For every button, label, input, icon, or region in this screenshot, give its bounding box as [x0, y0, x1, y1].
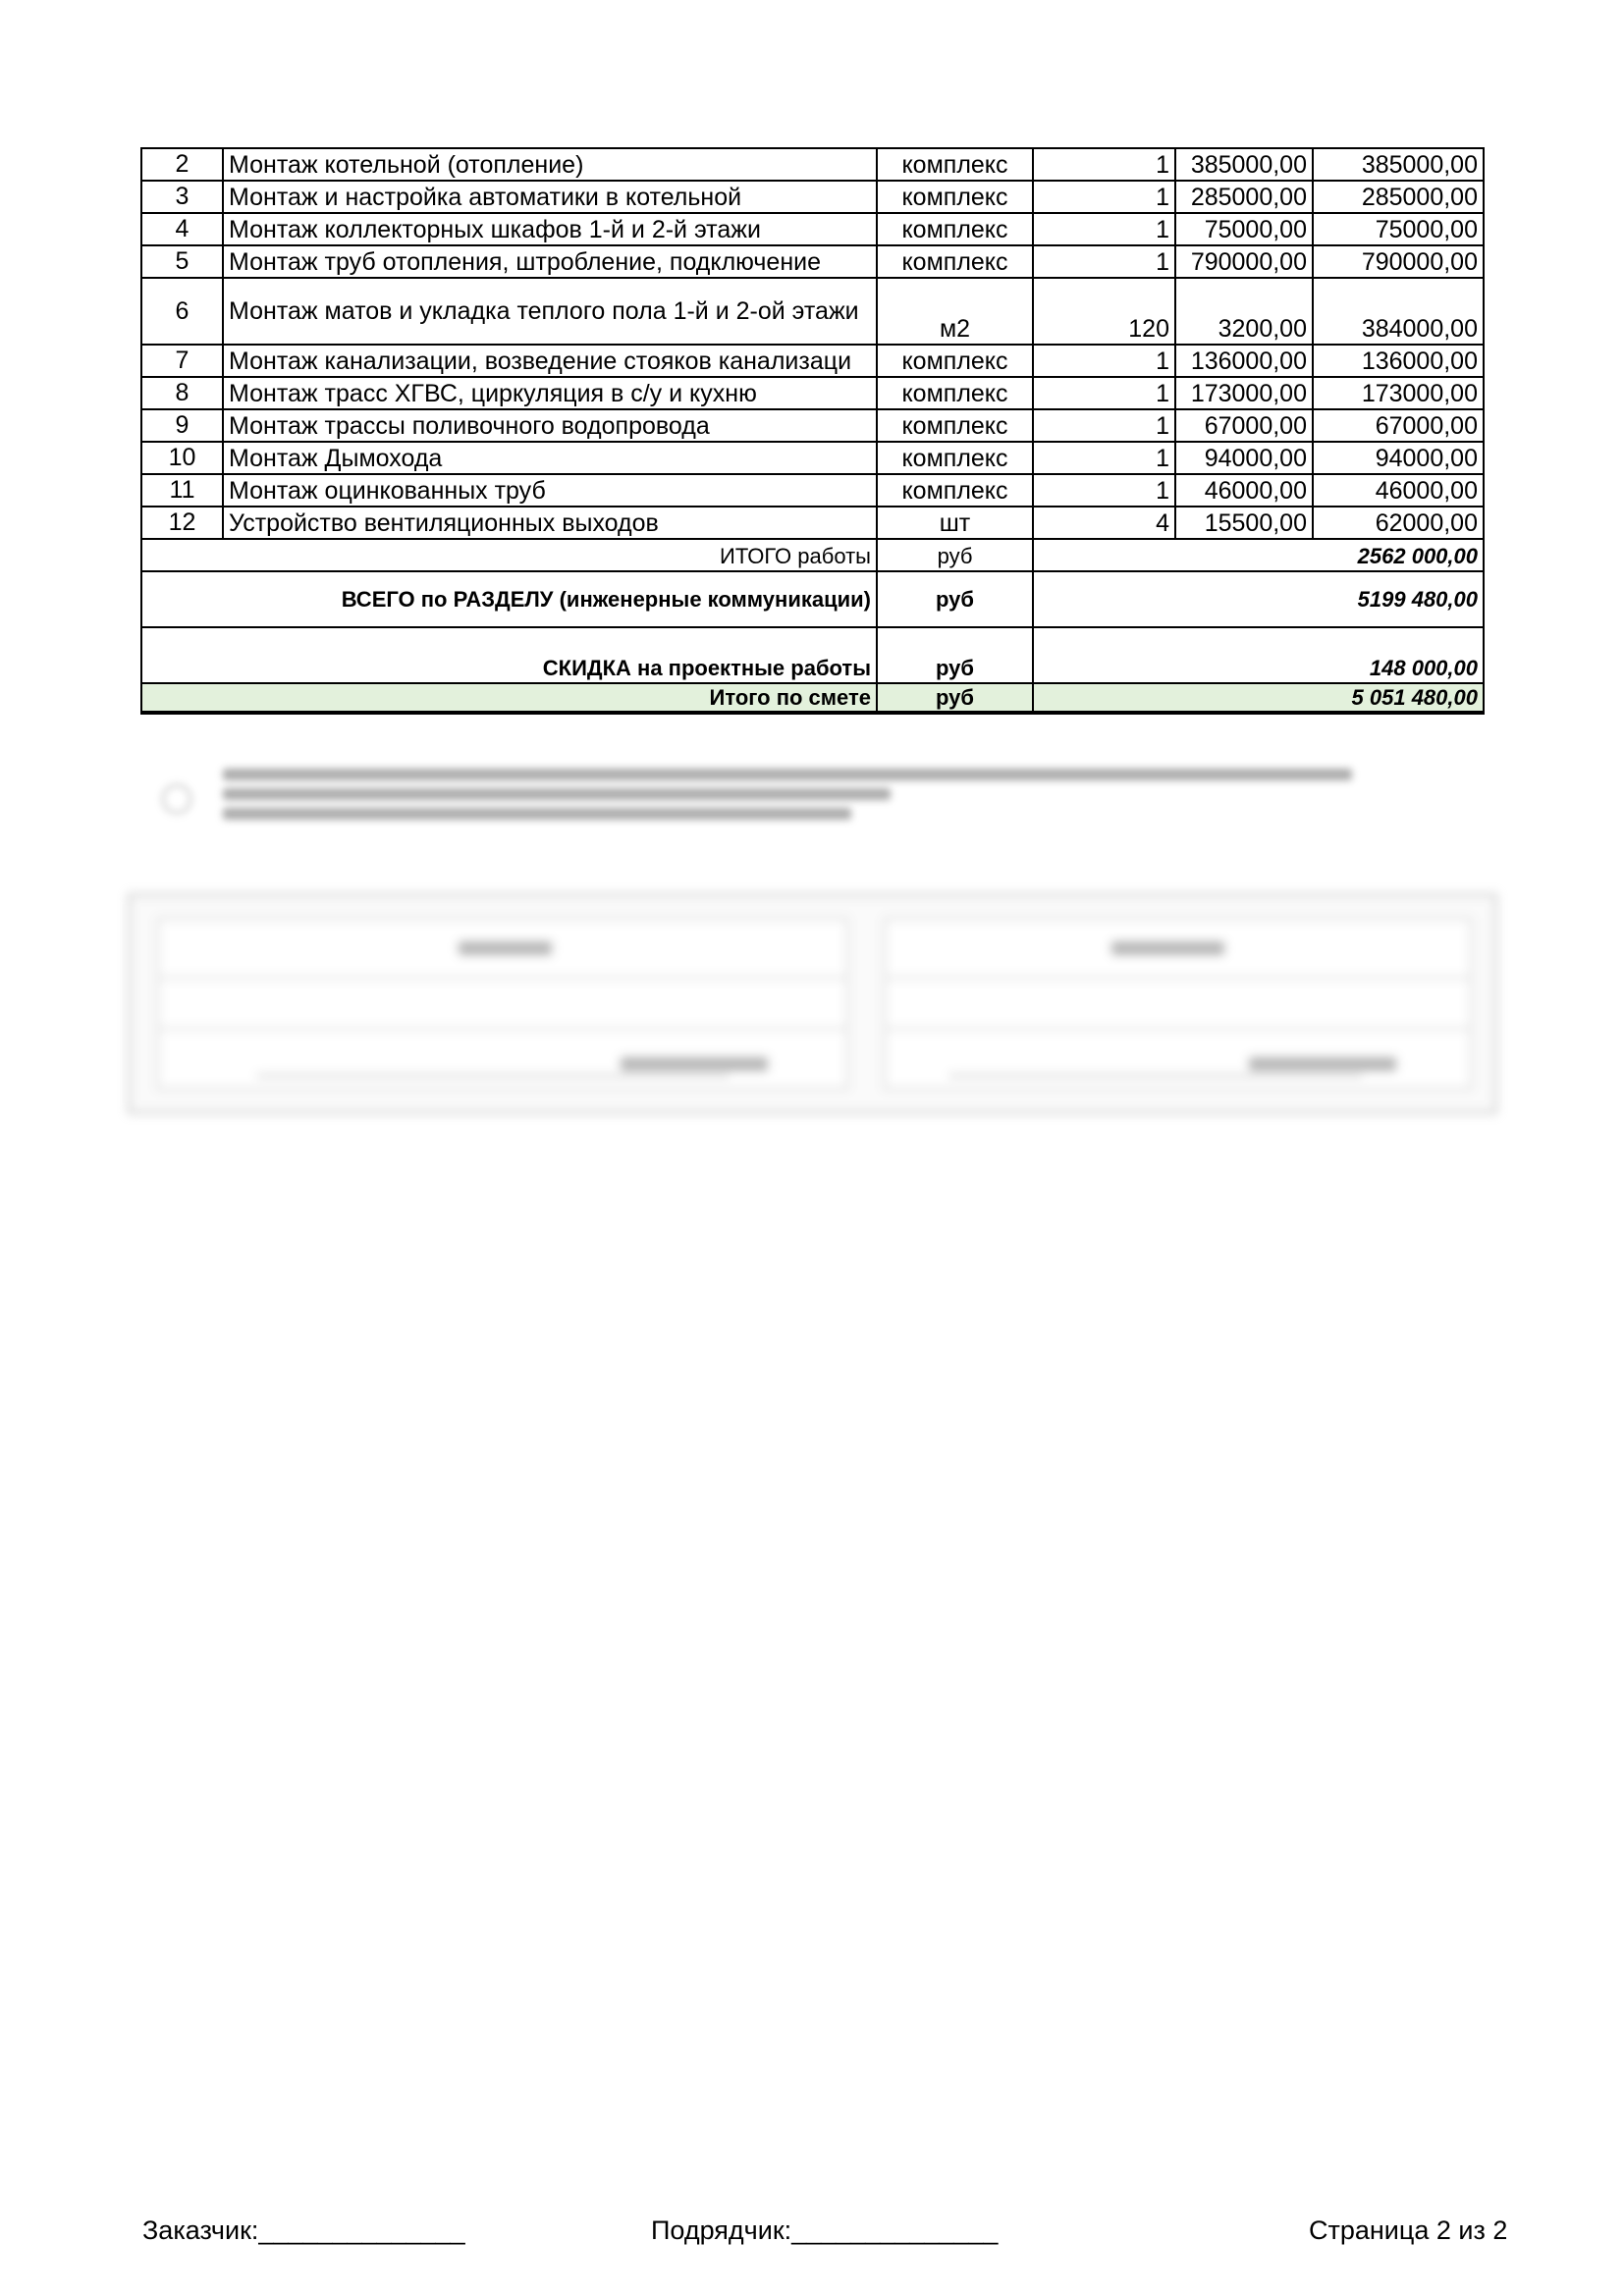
row-price: 15500,00	[1175, 507, 1313, 539]
row-sum: 67000,00	[1313, 409, 1484, 442]
table-row	[141, 245, 1484, 278]
row-sum: 46000,00	[1313, 474, 1484, 507]
row-number: 4	[141, 213, 223, 245]
row-quantity: 1	[1033, 245, 1175, 278]
table-row	[141, 442, 1484, 474]
table-row	[141, 409, 1484, 442]
note-bullet-icon	[162, 784, 191, 814]
divider	[886, 1028, 1470, 1030]
row-name: Монтаж труб отопления, штробление, подключение	[223, 245, 877, 278]
signature-column-customer	[157, 918, 848, 1090]
row-number: 12	[141, 507, 223, 539]
row-name: Монтаж и настройка автоматики в котельной	[223, 181, 877, 213]
table-row	[141, 377, 1484, 409]
redacted-text	[1111, 941, 1224, 955]
footer-customer: Заказчик:______________	[142, 2216, 465, 2245]
row-price: 285000,00	[1175, 181, 1313, 213]
row-price: 136000,00	[1175, 345, 1313, 377]
footer-page-number: Страница 2 из 2	[1309, 2216, 1508, 2245]
redacted-text	[621, 1057, 768, 1071]
row-unit: комплекс	[877, 474, 1033, 507]
redacted-text	[459, 941, 552, 955]
row-number: 10	[141, 442, 223, 474]
redacted-line	[223, 788, 891, 800]
footer-contractor: Подрядчик:______________	[651, 2216, 999, 2245]
row-number: 9	[141, 409, 223, 442]
row-sum: 136000,00	[1313, 345, 1484, 377]
redacted-line	[223, 769, 1352, 780]
row-number: 5	[141, 245, 223, 278]
row-quantity: 1	[1033, 148, 1175, 181]
table-row	[141, 148, 1484, 181]
row-name: Монтаж оцинкованных труб	[223, 474, 877, 507]
redacted-line	[223, 808, 851, 820]
row-quantity: 1	[1033, 474, 1175, 507]
total-works-label: ИТОГО работы	[141, 539, 877, 571]
row-name: Монтаж трасс ХГВС, циркуляция в с/у и кухню	[223, 377, 877, 409]
row-unit: комплекс	[877, 245, 1033, 278]
row-sum: 790000,00	[1313, 245, 1484, 278]
row-price: 75000,00	[1175, 213, 1313, 245]
row-number: 2	[141, 148, 223, 181]
row-unit: м2	[877, 278, 1033, 345]
row-quantity: 1	[1033, 345, 1175, 377]
row-name: Монтаж Дымохода	[223, 442, 877, 474]
row-unit: комплекс	[877, 377, 1033, 409]
total-works-unit: руб	[877, 539, 1033, 571]
row-price: 46000,00	[1175, 474, 1313, 507]
total-section-amount: 5199 480,00	[1033, 571, 1484, 627]
row-number: 11	[141, 474, 223, 507]
row-sum: 385000,00	[1313, 148, 1484, 181]
row-price: 94000,00	[1175, 442, 1313, 474]
row-sum: 94000,00	[1313, 442, 1484, 474]
total-section-label: ВСЕГО по РАЗДЕЛУ (инженерные коммуникации)	[141, 571, 877, 627]
total-works-row	[141, 539, 1484, 571]
row-quantity: 1	[1033, 377, 1175, 409]
row-unit: комплекс	[877, 213, 1033, 245]
grand-total-row	[141, 683, 1484, 713]
row-number: 3	[141, 181, 223, 213]
table-row	[141, 213, 1484, 245]
table-row	[141, 474, 1484, 507]
row-price: 67000,00	[1175, 409, 1313, 442]
blurred-signature-block	[128, 893, 1497, 1114]
row-name: Монтаж котельной (отопление)	[223, 148, 877, 181]
row-price: 385000,00	[1175, 148, 1313, 181]
row-quantity: 1	[1033, 442, 1175, 474]
signature-line	[257, 1075, 729, 1077]
divider	[886, 977, 1470, 979]
grand-total-amount: 5 051 480,00	[1033, 683, 1484, 713]
row-sum: 285000,00	[1313, 181, 1484, 213]
divider	[159, 977, 846, 979]
row-unit: комплекс	[877, 409, 1033, 442]
row-number: 8	[141, 377, 223, 409]
discount-label: СКИДКА на проектные работы	[141, 627, 877, 683]
row-name: Монтаж матов и укладка теплого пола 1-й и 2-ой этажи	[223, 278, 877, 345]
row-name: Монтаж канализации, возведение стояков канализаци	[223, 345, 877, 377]
row-name: Монтаж коллекторных шкафов 1-й и 2-й этажи	[223, 213, 877, 245]
row-name: Монтаж трассы поливочного водопровода	[223, 409, 877, 442]
row-quantity: 1	[1033, 409, 1175, 442]
row-quantity: 4	[1033, 507, 1175, 539]
row-sum: 75000,00	[1313, 213, 1484, 245]
row-sum: 62000,00	[1313, 507, 1484, 539]
redacted-text	[1249, 1057, 1396, 1071]
signature-line	[949, 1075, 1362, 1077]
total-section-row	[141, 571, 1484, 627]
signature-column-contractor	[884, 918, 1472, 1090]
row-unit: комплекс	[877, 148, 1033, 181]
row-price: 790000,00	[1175, 245, 1313, 278]
grand-total-unit: руб	[877, 683, 1033, 713]
table-row	[141, 181, 1484, 213]
discount-amount: 148 000,00	[1033, 627, 1484, 683]
discount-unit: руб	[877, 627, 1033, 683]
blurred-note	[162, 763, 1380, 831]
row-unit: комплекс	[877, 442, 1033, 474]
row-number: 6	[141, 278, 223, 345]
total-works-amount: 2562 000,00	[1033, 539, 1484, 571]
total-section-unit: руб	[877, 571, 1033, 627]
row-name: Устройство вентиляционных выходов	[223, 507, 877, 539]
row-number: 7	[141, 345, 223, 377]
row-sum: 173000,00	[1313, 377, 1484, 409]
row-quantity: 1	[1033, 181, 1175, 213]
row-unit: комплекс	[877, 345, 1033, 377]
discount-row	[141, 627, 1484, 683]
row-unit: комплекс	[877, 181, 1033, 213]
table-row	[141, 278, 1484, 345]
grand-total-label: Итого по смете	[141, 683, 877, 713]
row-price: 173000,00	[1175, 377, 1313, 409]
estimate-table	[140, 147, 1485, 715]
row-quantity: 1	[1033, 213, 1175, 245]
row-price: 3200,00	[1175, 278, 1313, 345]
divider	[159, 1028, 846, 1030]
row-unit: шт	[877, 507, 1033, 539]
row-sum: 384000,00	[1313, 278, 1484, 345]
table-row	[141, 507, 1484, 539]
row-quantity: 120	[1033, 278, 1175, 345]
table-row	[141, 345, 1484, 377]
